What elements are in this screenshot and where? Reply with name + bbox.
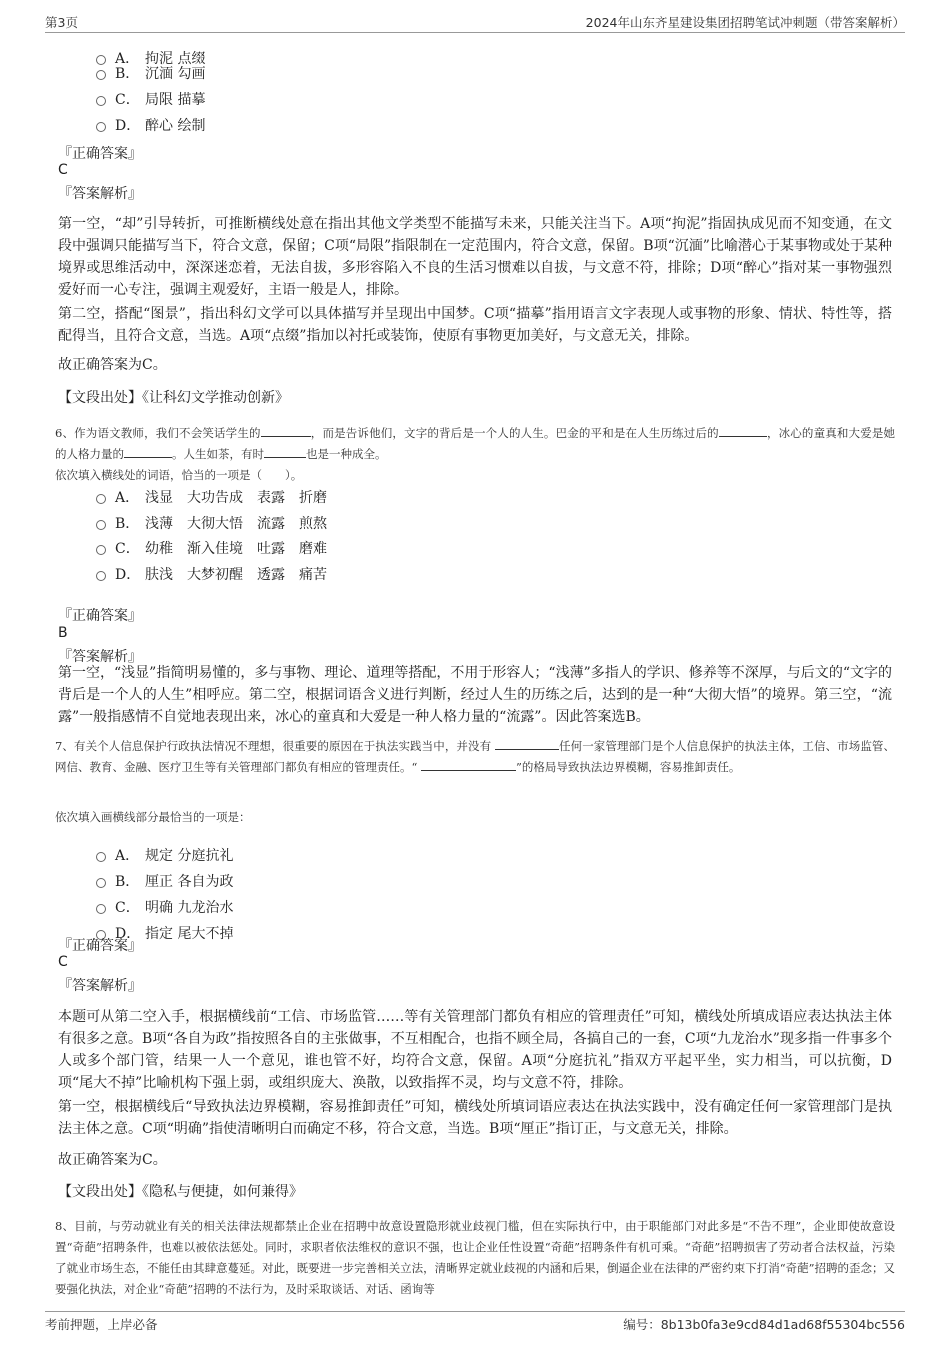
radio-icon[interactable] bbox=[96, 904, 106, 914]
blank bbox=[495, 737, 559, 750]
radio-icon[interactable] bbox=[96, 878, 106, 888]
page-footer bbox=[45, 1311, 905, 1334]
radio-icon[interactable] bbox=[96, 122, 106, 132]
page-number: 第3页 bbox=[45, 15, 78, 30]
radio-icon[interactable] bbox=[96, 520, 106, 530]
q7-conclusion: 故正确答案为C。 bbox=[58, 1152, 167, 1168]
q7-prompt: 依次填入画横线部分最恰当的一项是： bbox=[55, 810, 251, 824]
q5-option-b[interactable]: B． 沉湎 勾画 bbox=[96, 63, 205, 83]
q7-answer-label: 『正确答案』 bbox=[58, 938, 142, 954]
blank bbox=[264, 445, 306, 458]
q7-option-c[interactable]: C． 明确 九龙治水 bbox=[96, 897, 233, 917]
q5-analysis-label: 『答案解析』 bbox=[58, 186, 142, 202]
radio-icon[interactable] bbox=[96, 571, 106, 581]
document-id: 编号：8b13b0fa3e9cd84d1ad68f55304bc556 bbox=[623, 1317, 905, 1332]
q7-option-d[interactable]: D． 指定 尾大不掉 bbox=[96, 923, 233, 943]
q5-option-d[interactable]: D． 醉心 绘制 bbox=[96, 115, 205, 135]
radio-icon[interactable] bbox=[96, 852, 106, 862]
blank bbox=[261, 424, 311, 437]
q5-analysis-paragraph: 第二空，搭配“图景”，指出科幻文学可以具体描写并呈现出中国梦。C项“描摹”指用语言文字表现人或事物的形象、情状、特性等，搭配得当，且符合文意，当选。A项“点缀”指加以衬托或装饰，使原有事物更加美好，与文意无关，排除。 bbox=[58, 306, 892, 344]
q6-answer-label: 『正确答案』 bbox=[58, 608, 142, 624]
q6-analysis-paragraph: 第一空，“浅显”指简明易懂的，多与事物、理论、道理等搭配，不用于形容人；“浅薄”多指人的学识、修养等不深厚，与后文的“文字的背后是一个人的人生”相呼应。第二空，根据词语含义进行判断，经过人生的历练之后，达到的是一种“大彻大悟”的境界。第三空，“流露”一般指感情不自觉地表现出来，冰心的童真和大爱是一种人格力量的“流露”。因此答案选B。 bbox=[58, 665, 892, 725]
q7-analysis-label: 『答案解析』 bbox=[58, 978, 142, 994]
q5-answer: C bbox=[58, 162, 68, 178]
document-title: 2024年山东齐星建设集团招聘笔试冲刺题（带答案解析） bbox=[585, 15, 905, 30]
radio-icon[interactable] bbox=[96, 96, 106, 106]
q7-option-a[interactable]: A． 规定 分庭抗礼 bbox=[96, 845, 233, 865]
q6-answer: B bbox=[58, 625, 68, 641]
q6-analysis-label: 『答案解析』 bbox=[58, 649, 142, 665]
blank bbox=[421, 758, 516, 771]
q6-option-a[interactable]: A． 浅显 大功告成 表露 折磨 bbox=[96, 487, 327, 507]
footer-slogan: 考前押题，上岸必备 bbox=[45, 1317, 158, 1332]
q6-prompt: 依次填入横线处的词语，恰当的一项是（ ）。 bbox=[55, 468, 303, 482]
page-header bbox=[45, 12, 905, 33]
radio-icon[interactable] bbox=[96, 494, 106, 504]
q7-analysis-paragraph: 本题可从第二空入手，根据横线前“工信、市场监管……等有关管理部门都负有相应的管理责任”可知，横线处所填成语应表达执法主体有很多之意。B项“各自为政”指按照各自的主张做事，不互相配合，也指不顾全局，各搞自己的一套，C项“九龙治水”现多指一件事多个人或多个部门管，结果一人一个意见，谁也管不好，均符合文意，保留。A项“分庭抗礼”指双方平起平坐，实力相当，可以抗衡，D项“尾大不掉”比喻机构下强上弱，或组织庞大、涣散，以致指挥不灵，均与文意不符，排除。 bbox=[58, 1009, 892, 1091]
q8-stem: 8、目前，与劳动就业有关的相关法律法规都禁止企业在招聘中故意设置隐形就业歧视门槛，但在实际执行中，由于职能部门对此多是“不告不理”，企业即使故意设置“奇葩”招聘条件，也难以被依法惩处。同时，求职者依法维权的意识不强，也让企业任性设置“奇葩”招聘条件有机可乘。“奇葩”招聘损害了劳动者合法权益，污染了就业市场生态，不能任由其肆意蔓延。对此，既要进一步完善相关立法，清晰界定就业歧视的内涵和后果，倒逼企业在法律的严密约束下打消“奇葩”招聘的歪念；又要强化执法，对企业“奇葩”招聘的不法行为，及时采取谈话、对话、函询等 bbox=[55, 1219, 895, 1296]
radio-icon[interactable] bbox=[96, 545, 106, 555]
q7-source: 【文段出处】《隐私与便捷，如何兼得》 bbox=[58, 1184, 303, 1200]
q5-option-c[interactable]: C． 局限 描摹 bbox=[96, 89, 205, 109]
q5-option-a[interactable]: A． 拘泥 点缀 bbox=[96, 48, 205, 68]
q7-answer: C bbox=[58, 954, 68, 970]
q5-answer-label: 『正确答案』 bbox=[58, 146, 142, 162]
q5-analysis-paragraph: 第一空，“却”引导转折，可推断横线处意在指出其他文学类型不能描写未来，只能关注当下。A项“拘泥”指固执成见而不知变通，在文段中强调只能描写当下，符合文意，保留；C项“局限”指限制在一定范围内，符合文意，保留。B项“沉湎”比喻潜心于某事物或处于某种境界或思维活动中，深深迷恋着，无法自拔，多形容陷入不良的生活习惯难以自拔，与文意不符，排除；D项“醉心”指对某一事物强烈爱好而一心专注，强调主观爱好，主语一般是人，排除。 bbox=[58, 216, 892, 298]
q6-option-d[interactable]: D． 肤浅 大梦初醒 透露 痛苦 bbox=[96, 564, 327, 584]
q7-analysis-paragraph: 第一空，根据横线后“导致执法边界模糊，容易推卸责任”可知，横线处所填词语应表达在执法实践中，没有确定任何一家管理部门是执法主体之意。C项“明确”指使清晰明白而确定不移，符合文意，当选。B项“厘正”指订正，与文意无关，排除。 bbox=[58, 1099, 892, 1137]
q7-stem: 7、有关个人信息保护行政执法情况不理想，很重要的原因在于执法实践当中，并没有 任何一家管理部门是个人信息保护的执法主体，工信、市场监管、网信、教育、金融、医疗卫生等有关管理部门都负有相应的管理责任。“ ”的格局导致执法边界模糊，容易推卸责任。 bbox=[55, 739, 896, 774]
q6-option-c[interactable]: C． 幼稚 渐入佳境 吐露 磨难 bbox=[96, 538, 327, 558]
q6-option-b[interactable]: B． 浅薄 大彻大悟 流露 煎熬 bbox=[96, 513, 327, 533]
blank bbox=[719, 424, 767, 437]
q5-conclusion: 故正确答案为C。 bbox=[58, 357, 167, 373]
q7-option-b[interactable]: B． 厘正 各自为政 bbox=[96, 871, 233, 891]
q5-source: 【文段出处】《让科幻文学推动创新》 bbox=[58, 390, 289, 406]
radio-icon[interactable] bbox=[96, 70, 106, 80]
q6-stem: 6、作为语文教师，我们不会笑话学生的 ，而是告诉他们，文字的背后是一个人的人生。巴金的平和是在人生历练过后的 ，冰心的童真和大爱是她的人格力量的 。人生如茶，有时 也是一种成全。 bbox=[55, 426, 896, 461]
blank bbox=[124, 445, 172, 458]
